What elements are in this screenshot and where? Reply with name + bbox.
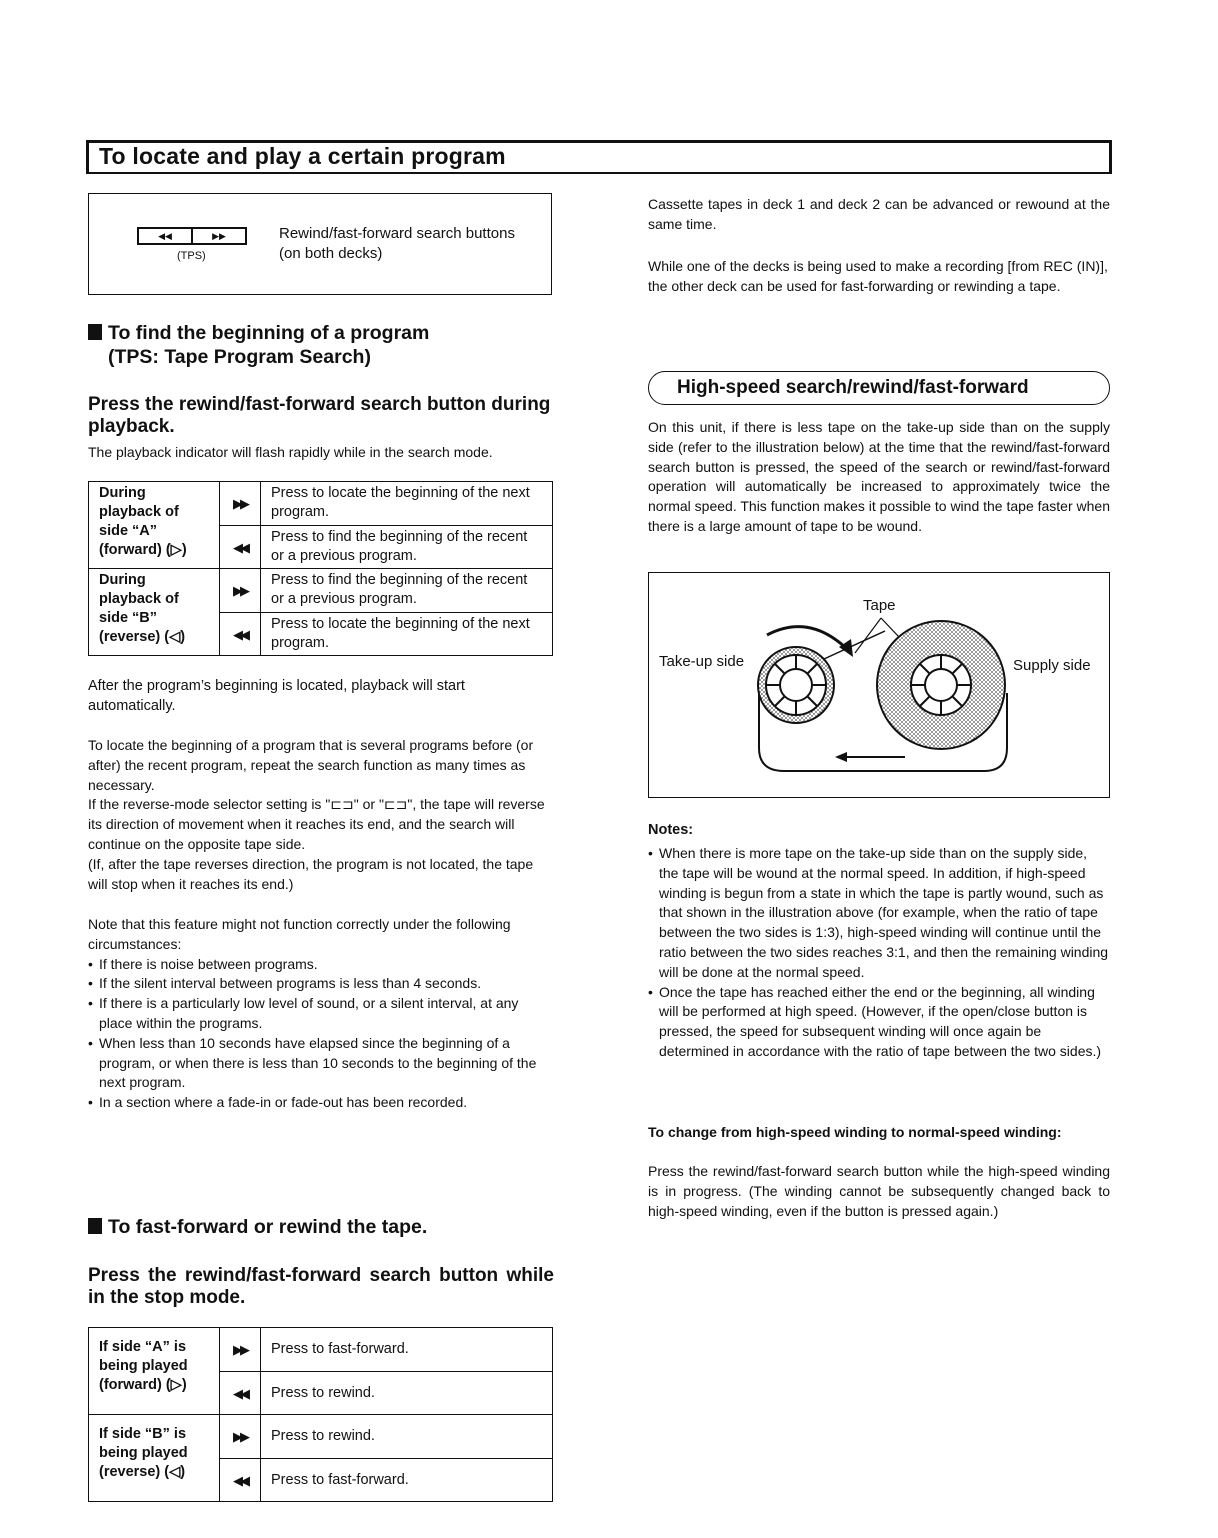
indicator-note: The playback indicator will flash rapidly while in the search mode. xyxy=(88,444,493,460)
supply-side-label: Supply side xyxy=(1013,657,1091,674)
square-bullet-icon xyxy=(88,1218,102,1234)
page-title: To locate and play a certain program xyxy=(99,143,506,169)
table-cell: Press to fast-forward. xyxy=(261,1459,553,1502)
list-item: • If the silent interval between programs is less than 4 seconds. xyxy=(88,974,554,994)
list-item: • If there is noise between programs. xyxy=(88,955,554,975)
table-cell: Press to rewind. xyxy=(261,1415,553,1459)
table-label: During playback of side “B” (reverse) (◁) xyxy=(89,569,220,656)
after-located-text: After the program’s beginning is located, playback will start automatically. xyxy=(88,678,465,714)
ff-instruction: Press the rewind/fast-forward search button while in the stop mode. xyxy=(88,1265,554,1308)
notes-heading: Notes: xyxy=(648,822,694,838)
list-item: • Once the tape has reached either the end or the beginning, all winding will be performed at high speed. (However, if the open/close button is pressed, the speed for subsequent winding will once again be determined in accordance with the ratio of tape between the two sides.) xyxy=(648,983,1110,1062)
square-bullet-icon xyxy=(88,324,102,340)
fast-forward-icon: ▶▶ xyxy=(212,230,226,241)
table-cell: Press to rewind. xyxy=(261,1372,553,1415)
circumstances-list xyxy=(88,955,554,1113)
rewind-icon: ◀◀ xyxy=(220,1372,261,1415)
table-label: If side “A” is being played (forward) (▷) xyxy=(89,1328,220,1415)
fast-forward-icon: ▶▶ xyxy=(220,1328,261,1372)
table-label: If side “B” is being played (reverse) (◁) xyxy=(89,1415,220,1502)
change-heading: To change from high-speed winding to normal-speed winding: xyxy=(648,1124,1062,1140)
circumstances-block: Note that this feature might not function correctly under the following circumstances: • If there is noise between programs. • If the silent interval between programs is less than 4 seconds. • If there is a particularly low level of sound, or a silent interval, at any place within the programs. • When less than 10 seconds have elapsed since the beginning of a program, or when there is less than 10 seconds to the beginning of the next program. • In a section where a fade-in or fade-out has been recorded. xyxy=(88,915,554,1113)
section-title-bar xyxy=(86,140,1112,174)
find-instruction: Press the rewind/fast-forward search button during playback. xyxy=(88,394,551,437)
list-item: • When less than 10 seconds have elapsed since the beginning of a program, or when there is less than 10 seconds to the beginning of the next program. xyxy=(88,1034,554,1093)
ff-section-heading: To fast-forward or rewind the tape. xyxy=(88,1215,558,1239)
search-details: To locate the beginning of a program that is several programs before (or after) the recent program, repeat the search function as many times as necessary. If the reverse-mode selector setting is "⊏⊐" or "⊏⊐", the tape will reverse its direction of movement when it reaches its end, and the search will continue on the opposite tape side. (If, after the tape reverses direction, the program is not located, the tape will stop when it reaches its end.) xyxy=(88,737,545,892)
rewind-icon: ◀◀ xyxy=(139,229,193,243)
rewind-icon: ◀◀ xyxy=(220,613,261,656)
rewind-icon: ◀◀ xyxy=(220,1459,261,1502)
search-table xyxy=(88,481,553,656)
table-cell: Press to locate the beginning of the next program. xyxy=(261,482,553,526)
fast-forward-icon: ▶▶ xyxy=(220,482,261,526)
list-item: • In a section where a fade-in or fade-out has been recorded. xyxy=(88,1093,554,1113)
fast-forward-icon: ▶▶ xyxy=(220,569,261,613)
tps-description: Rewind/fast-forward search buttons (on both decks) xyxy=(279,225,515,262)
notes-block xyxy=(648,844,1110,1062)
tps-buttons-illustration xyxy=(137,227,247,245)
table-cell: Press to fast-forward. xyxy=(261,1328,553,1372)
table-label: During playback of side “A” (forward) (▷) xyxy=(89,482,220,569)
high-speed-title-box xyxy=(648,371,1110,405)
takeup-side-label: Take-up side xyxy=(659,653,745,670)
change-body: Press the rewind/fast-forward search button while the high-speed winding is in progress. (The winding cannot be subsequently changed back to high-speed winding, even if the button is pressed again.) xyxy=(648,1163,1110,1219)
high-speed-body: On this unit, if there is less tape on the take-up side than on the supply side (refer to the illustration below) at the time that the rewind/fast-forward search button is pressed, the speed of the search or rewind/fast-forward operation will automatically be increased to approximately twice the normal speed. This function makes it possible to wind the tape faster when there is a large amount of tape to be wound. xyxy=(648,419,1110,534)
rewind-icon: ◀◀ xyxy=(220,526,261,569)
tape-reel-diagram xyxy=(648,572,1110,798)
tape-label: Tape xyxy=(863,597,896,614)
list-item: • If there is a particularly low level of sound, or a silent interval, at any place within the programs. xyxy=(88,994,554,1034)
ff-table xyxy=(88,1327,553,1502)
notes-list xyxy=(648,844,1110,1062)
intro-text-1: Cassette tapes in deck 1 and deck 2 can be advanced or rewound at the same time. xyxy=(648,196,1110,232)
tps-label: (TPS) xyxy=(177,250,206,262)
tps-button-box xyxy=(88,193,552,295)
intro-text-2: While one of the decks is being used to make a recording [from REC (IN)], the other deck can be used for fast-forwarding or rewinding a tape. xyxy=(648,258,1108,294)
list-item: • When there is more tape on the take-up side than on the supply side, the tape will be wound at the normal speed. In addition, if high-speed winding is begun from a state in which the tape is partly wound, such as that shown in the illustration above (for example, when the ratio of tape between the two sides is 1:3), high-speed winding will continue until the ratio between the two sides reaches 3:1, and then the remaining winding will be done at the normal speed. xyxy=(648,844,1110,983)
high-speed-title: High-speed search/rewind/fast-forward xyxy=(677,377,1029,398)
table-cell: Press to find the beginning of the recent or a previous program. xyxy=(261,526,553,569)
fast-forward-icon: ▶▶ xyxy=(220,1415,261,1459)
table-cell: Press to locate the beginning of the next program. xyxy=(261,613,553,656)
find-section-heading: To find the beginning of a program (TPS: Tape Program Search) xyxy=(88,321,558,369)
table-cell: Press to find the beginning of the recent or a previous program. xyxy=(261,569,553,613)
